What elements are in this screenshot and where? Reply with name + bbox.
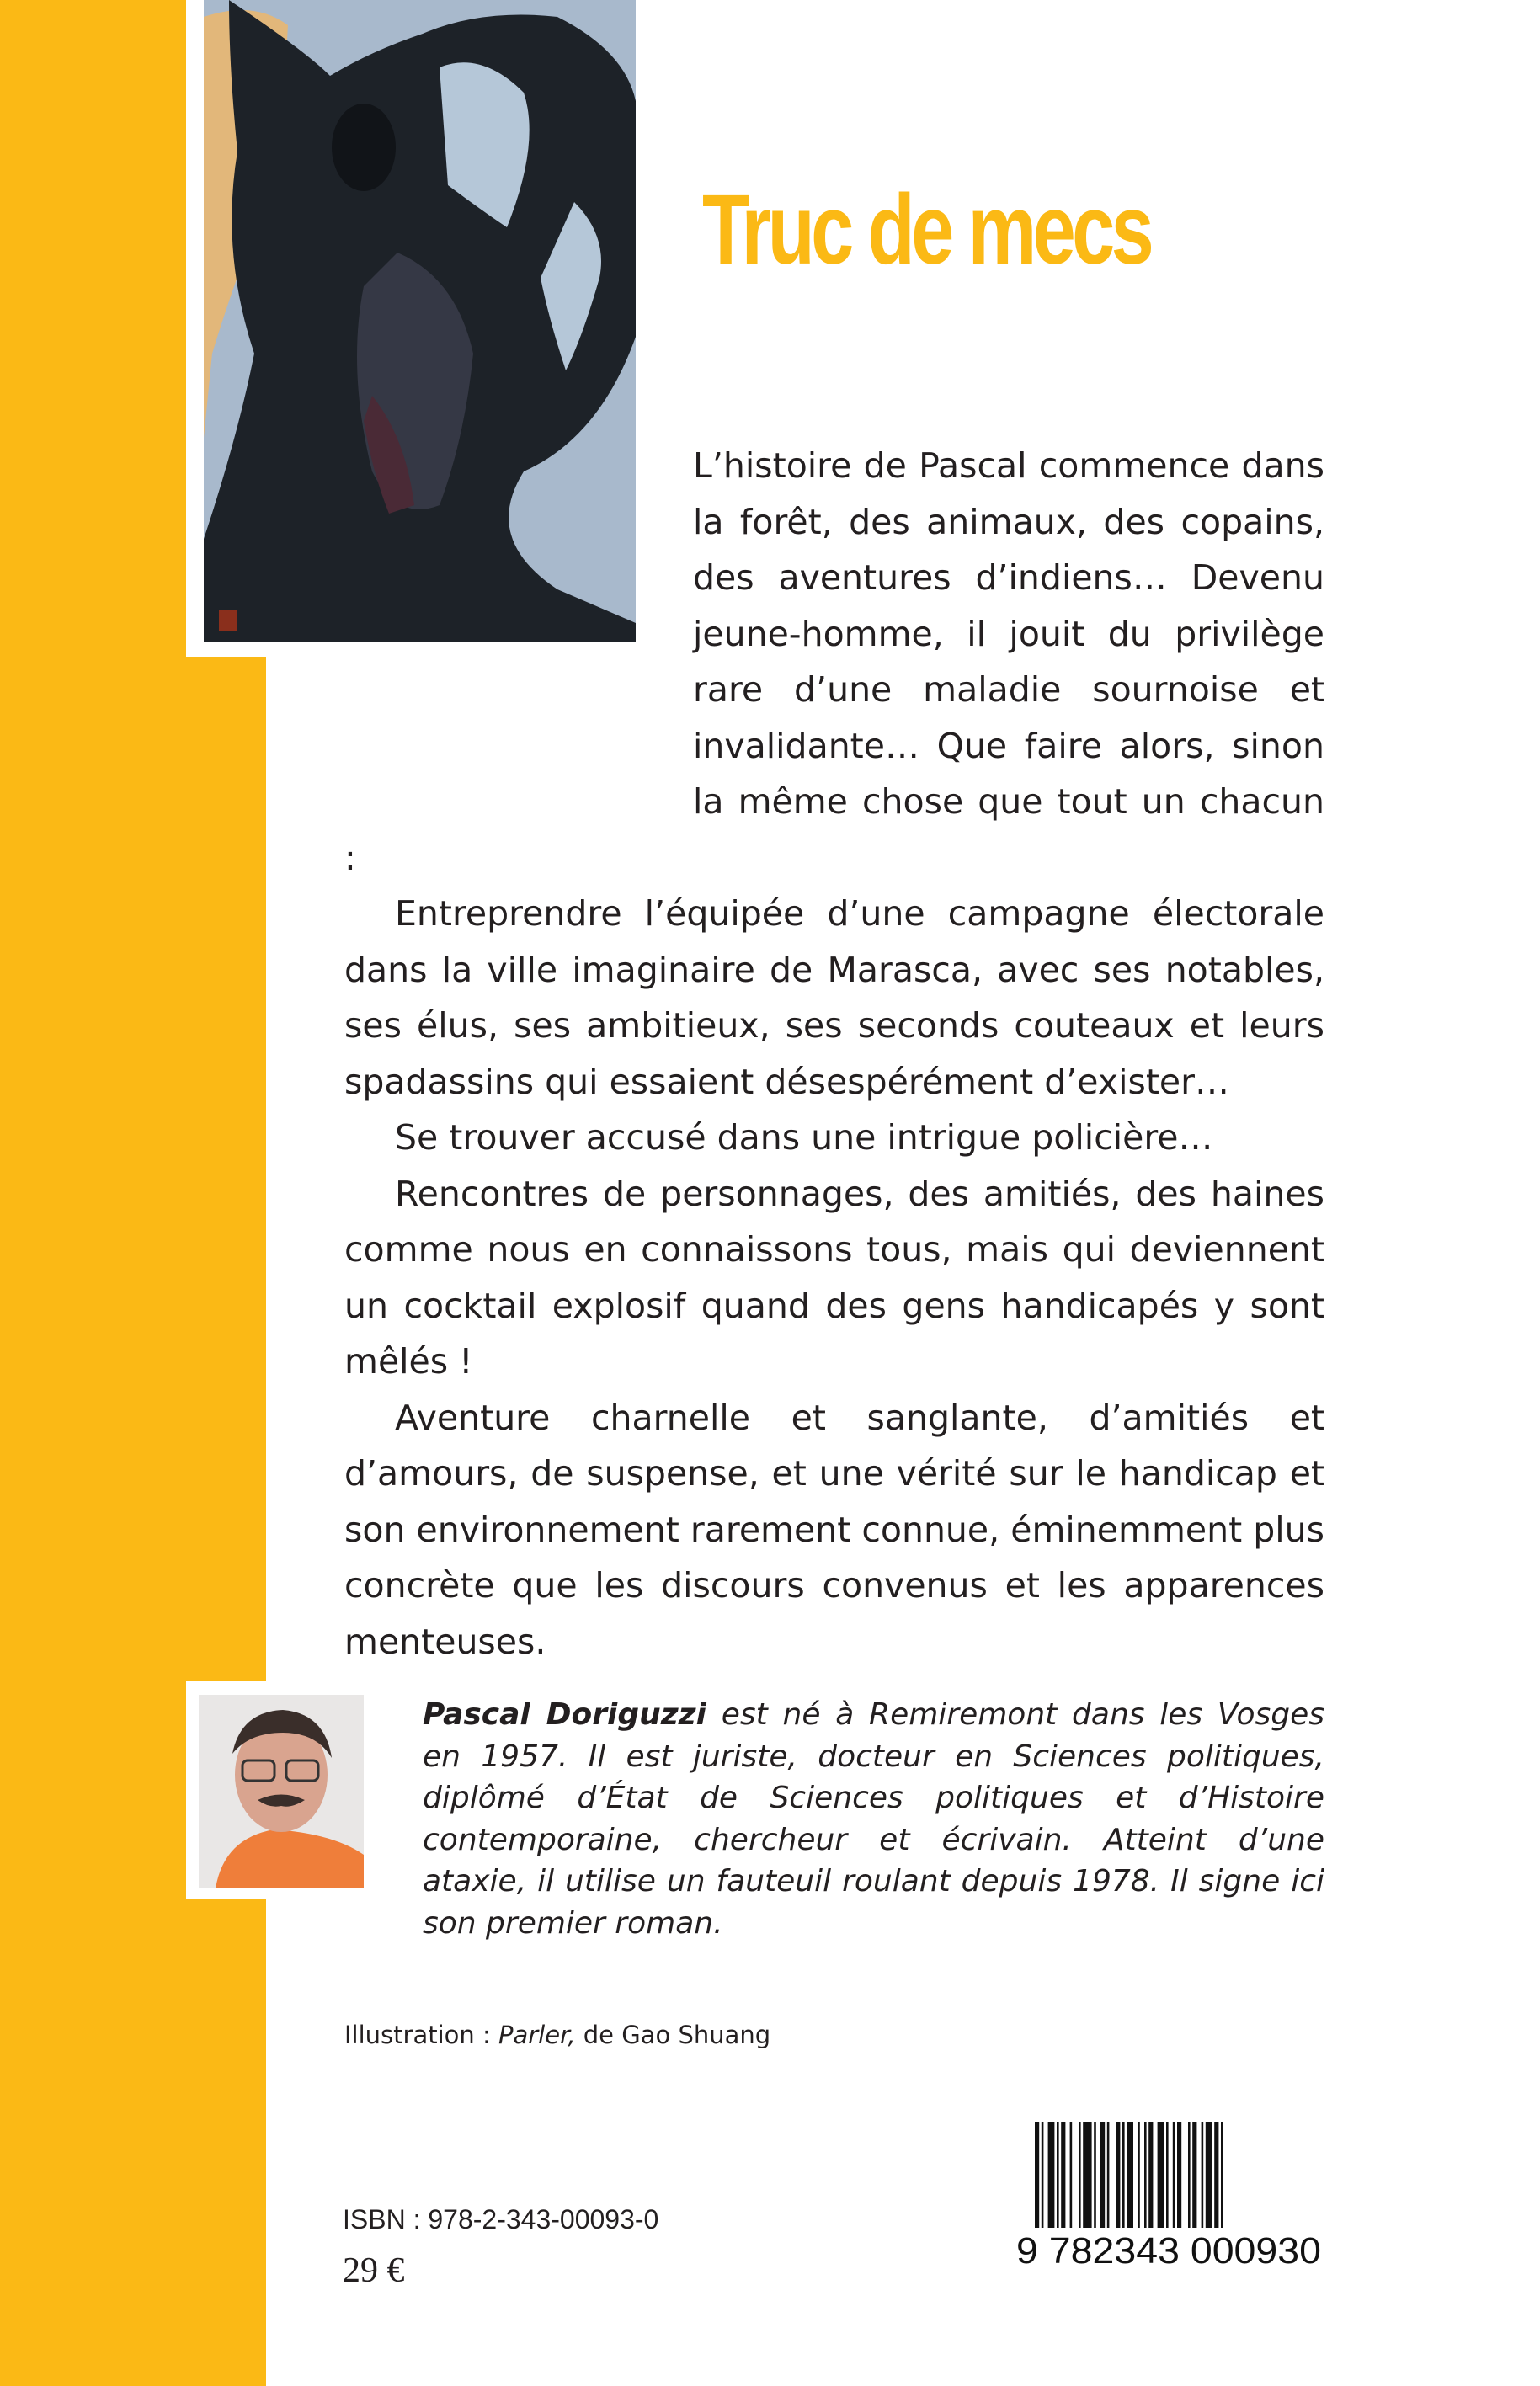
blurb-paragraph: Aventure charnelle et sanglante, d’amitiés et d’amours, de suspense, et une vérité sur le handicap et son environnement rarement connue, éminemment plus concrète que les discours convenus et les apparences menteuses.	[344, 1397, 1324, 1662]
barcode-bar	[1177, 2122, 1181, 2228]
illustration-credit	[344, 2021, 770, 2049]
barcode-digits: 9 782343 000930	[1016, 2230, 1321, 2266]
barcode-bar	[1094, 2122, 1096, 2228]
caption-prefix: Illustration :	[344, 2021, 498, 2049]
barcode-bar	[1057, 2122, 1059, 2228]
author-photo	[199, 1695, 364, 1888]
barcode-bar	[1188, 2122, 1191, 2228]
yellow-band	[0, 657, 266, 2386]
barcode-bar	[1100, 2122, 1105, 2228]
barcode-bar	[1173, 2122, 1175, 2228]
barcode-bar	[1202, 2122, 1204, 2228]
blurb-paragraph: Se trouver accusé dans une intrigue policière…	[395, 1117, 1213, 1158]
author-name: Pascal Doriguzzi	[423, 1697, 706, 1732]
barcode-bar	[1116, 2122, 1120, 2228]
caption-suffix: de Gao Shuang	[575, 2021, 771, 2049]
barcode-bar	[1079, 2122, 1081, 2228]
author-bio-text: est né à Remiremont dans les Vosges en 1957. Il est juriste, docteur en Sciences politiques, diplômé d’État de Sciences politiques et d’Histoire contemporaine, chercheur et écrivain. Atteint d’une ataxie, il utilise un fauteuil roulant depuis 1978. Il signe ici son premier roman.	[423, 1697, 1324, 1941]
barcode-bar	[1166, 2122, 1169, 2228]
back-cover-blurb	[344, 438, 1324, 1670]
barcode-bar	[1221, 2122, 1223, 2228]
barcode-bar	[1122, 2122, 1125, 2228]
barcode-bar	[1061, 2122, 1065, 2228]
barcode-bar	[1138, 2122, 1140, 2228]
barcode-bar	[1048, 2122, 1055, 2228]
isbn: ISBN : 978-2-343-00093-0	[343, 2204, 659, 2234]
barcode-bar	[1083, 2122, 1091, 2228]
spacer	[344, 438, 693, 775]
barcode	[1016, 2122, 1328, 2266]
barcode-bar	[1148, 2122, 1153, 2228]
barcode-bar	[1127, 2122, 1133, 2228]
barcode-bar	[1214, 2122, 1218, 2228]
barcode-bar	[1144, 2122, 1147, 2228]
barcode-bar	[1107, 2122, 1110, 2228]
blurb-paragraph: L’histoire de Pascal commence dans la forêt, des animaux, des copains, des aventures d’indiens… Devenu jeune-homme, il jouit du privilège rare d’une maladie sournoise et invalidante… Que faire alors, sinon la même chose que tout un chacun :	[344, 445, 1324, 878]
book-title: Truc de mecs	[702, 174, 1151, 285]
price: 29 €	[343, 2251, 405, 2290]
yellow-band	[0, 0, 186, 657]
barcode-bar	[1158, 2122, 1164, 2228]
barcode-bar	[1035, 2122, 1039, 2228]
barcode-bar	[1206, 2122, 1212, 2228]
barcode-bar	[1070, 2122, 1073, 2228]
caption-work: Parler,	[498, 2021, 576, 2049]
barcode-bar	[1192, 2122, 1196, 2228]
blurb-paragraph: Entreprendre l’équipée d’une campagne électorale dans la ville imaginaire de Marasca, avec ses notables, ses élus, ses ambitieux, ses seconds couteaux et leurs spadassins qui essaient désespérément d’exister…	[344, 893, 1324, 1102]
blurb-paragraph: Rencontres de personnages, des amitiés, des haines comme nous en connaissons tous, mais qui deviennent un cocktail explosif quand des gens handicapés y sont mêlés !	[344, 1173, 1324, 1382]
author-bio	[423, 1694, 1324, 1944]
barcode-bar	[1042, 2122, 1044, 2228]
